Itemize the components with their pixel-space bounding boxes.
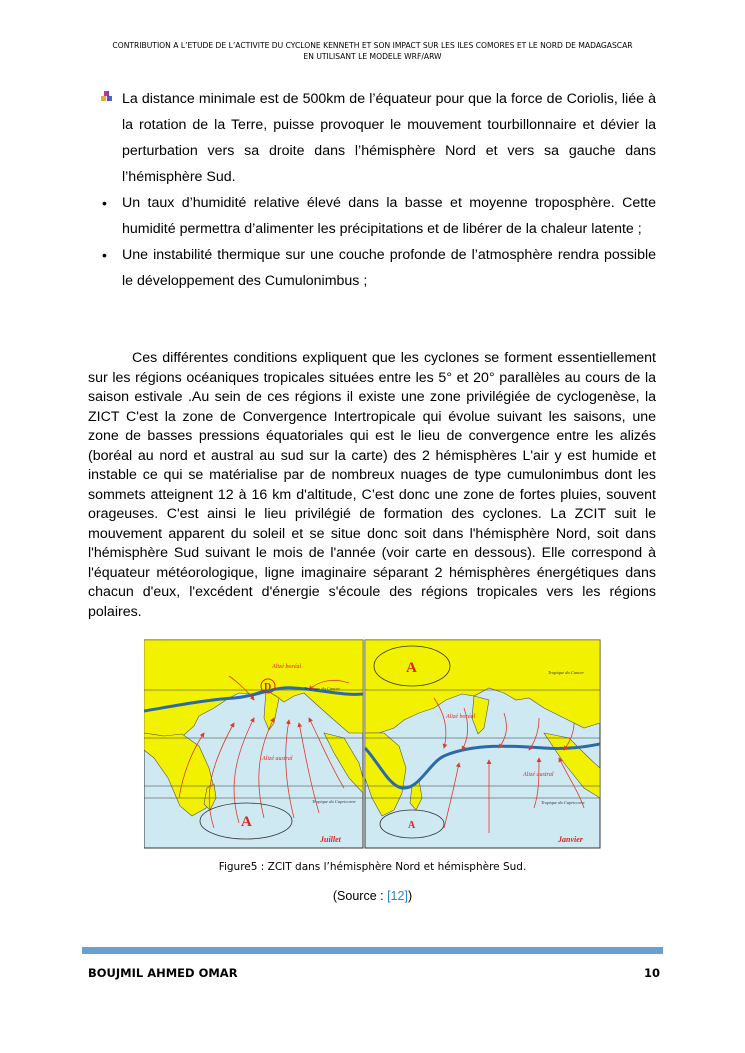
bullet-dot-icon: • — [102, 247, 107, 263]
tropic-north-label: Tropique du Cancer — [304, 686, 341, 691]
bullet-list — [100, 86, 656, 294]
itcz-figure — [144, 638, 602, 850]
map-january — [365, 640, 600, 848]
footer-author: BOUJMIL AHMED OMAR — [88, 966, 238, 980]
tropic-south-label: Tropique du Capricorne — [312, 799, 356, 804]
footer-divider — [82, 947, 663, 954]
body-paragraph: Ces différentes conditions expliquent que les cyclones se forment essentiellement sur les régions océaniques tropicales situées entre les 5° et 20° parallèles au cours de la saison estivale .Au sein de ces régions il existe une zone privilégiée de cyclogenèse, la ZICT C'est la zone de Convergence Intertropicale qui évolue suivant les saisons, une zone de basses pressions équatoriales qui est le lieu de convergence entre les alizés (boréal au nord et austral au sud sur la carte) des 2 hémisphères L'air y est humide et instable ce qui se matérialise par de nombreux nuages de type cumulonimbus dont les sommets atteignent 12 à 16 km d'altitude, C’est donc une zone de fortes pluies, souvent orageuses. C'est ainsi le lieu privilégié de formation des cyclones. La ZCIT suit le mouvement apparent du soleil et se situe donc soit dans l'hémisphère Nord, soit dans l'hémisphère Sud suivant le mois de l'année (voir carte en dessous). Elle correspond à l'équateur météorologique, ligne imaginaire séparant 2 hémisphères énergétiques dans chacun d'eux, l'excédent d'énergie s'écoule des régions tropicales vers les régions polaires. — [88, 350, 656, 620]
source-suffix: ) — [407, 889, 413, 903]
page-footer — [88, 966, 660, 980]
list-item — [100, 86, 656, 190]
alize-austral-label: Alizé austral — [523, 772, 554, 778]
running-header — [60, 40, 685, 62]
colored-squares-icon — [100, 86, 114, 112]
bullet-text: Une instabilité thermique sur une couche profonde de l’atmosphère rendra possible le développement des Cumulonimbus ; — [122, 247, 656, 289]
source-reference-link[interactable]: [12] — [387, 889, 408, 903]
list-item — [100, 190, 656, 242]
alize-boreal-label: Alizé boréal — [272, 664, 302, 670]
bullet-text: La distance minimale est de 500km de l’équateur pour que la force de Coriolis, liée à la rotation de la Terre, puisse provoquer le mouvement tourbillonnaire et dévier la perturbation vers sa droite dans l’hémisphère Nord et vers sa gauche dans l’hémisphère Sud. — [122, 91, 656, 185]
high-pressure-label: A — [241, 814, 252, 830]
bullet-dot-icon: • — [102, 195, 107, 211]
alize-boreal-label: Alizé boréal — [446, 714, 476, 720]
page-number: 10 — [643, 966, 660, 980]
month-label: Juillet — [320, 835, 341, 844]
header-line-1: CONTRIBUTION A L’ETUDE DE L’ACTIVITE DU CYCLONE KENNETH ET SON IMPACT SUR LES ILES COMORES ET LE NORD DE MADAGASCAR — [112, 41, 633, 50]
tropic-north-label: Tropique du Cancer — [548, 670, 585, 675]
figure-caption: Figure5 : ZCIT dans l’hémisphère Nord et hémisphère Sud. — [218, 861, 527, 873]
high-pressure-north-label: A — [406, 660, 417, 676]
bullet-text: Un taux d’humidité relative élevé dans la basse et moyenne troposphère. Cette humidité permettra d’alimenter les précipitations et de libérer de la chaleur latente ; — [122, 195, 656, 237]
itcz-maps — [144, 638, 602, 850]
tropic-south-label: Tropique du Capricorne — [541, 800, 585, 805]
source-prefix: (Source : — [332, 889, 388, 903]
figure-source — [0, 889, 745, 903]
low-pressure-label: D — [264, 682, 272, 693]
list-item — [100, 242, 656, 294]
month-label: Janvier — [558, 835, 583, 844]
high-pressure-south-label: A — [408, 820, 416, 831]
alize-austral-label: Alizé austral — [262, 756, 293, 762]
map-july — [144, 640, 363, 848]
header-line-2: EN UTILISANT LE MODELE WRF/ARW — [303, 52, 442, 61]
